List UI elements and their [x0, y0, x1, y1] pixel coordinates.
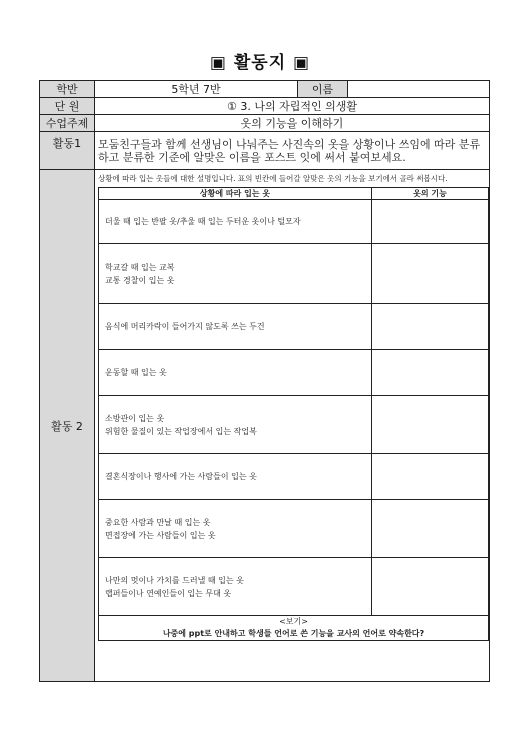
function-answer-cell[interactable]: [372, 200, 489, 244]
function-answer-cell[interactable]: [372, 244, 489, 304]
activity2-content: [95, 170, 490, 682]
table-row-situation: 더울 때 입는 반팔 옷/추울 때 입는 두터운 옷이나 털모자: [99, 200, 372, 244]
table-row-situation: 중요한 사람과 만날 때 입는 옷 면접장에 가는 사람들이 입는 옷: [99, 500, 372, 558]
table-row-situation: 결혼식장이나 행사에 가는 사람들이 입는 옷: [99, 454, 372, 500]
table-row-situation: 운동할 때 입는 옷: [99, 350, 372, 396]
function-answer-cell[interactable]: [372, 396, 489, 454]
worksheet-table: [39, 80, 490, 682]
column-header-function: 옷의 기능: [372, 188, 489, 200]
table-row-situation: 음식에 머리카락이 들어가지 않도록 쓰는 두건: [99, 304, 372, 350]
grade-value: 5학년 7반: [95, 81, 298, 98]
column-header-situation: 상황에 따라 입는 옷: [99, 188, 372, 200]
activity1-instructions: 모둠친구들과 함께 선생님이 나눠주는 사진속의 옷을 상황이나 쓰임에 따라 분류하고 분류한 기준에 알맞은 이름을 포스트 잇에 써서 붙여보세요.: [95, 132, 490, 170]
bogi-box: [99, 616, 489, 641]
activity2-label: 활동 2: [40, 170, 95, 682]
function-answer-cell[interactable]: [372, 500, 489, 558]
table-row-situation: 학교갈 때 입는 교복 교통 경찰이 입는 옷: [99, 244, 372, 304]
table-row-situation: 소방관이 입는 옷 위험한 물질이 있는 작업장에서 입는 작업복: [99, 396, 372, 454]
unit-value: ① 3. 나의 자립적인 의생활: [95, 98, 490, 115]
function-answer-cell[interactable]: [372, 304, 489, 350]
grade-label: 학반: [40, 81, 95, 98]
table-row-situation: 나만의 멋이나 가치를 드러낼 때 입는 옷 랩퍼들이나 연예인들이 입는 무대 옷: [99, 558, 372, 616]
activity2-instructions: 상황에 따라 입는 옷들에 대한 설명입니다. 표의 빈칸에 들어갈 알맞은 옷의 기능을 보기에서 골라 써봅시다.: [98, 174, 448, 183]
activity1-label: 활동1: [40, 132, 95, 170]
unit-label: 단 원: [40, 98, 95, 115]
name-label: 이름: [298, 81, 348, 98]
name-value[interactable]: [348, 81, 490, 98]
function-answer-cell[interactable]: [372, 350, 489, 396]
bogi-text: 나중에 ppt로 안내하고 학생들 언어로 쓴 기능을 교사의 언어로 약속한다?: [162, 629, 425, 638]
clothing-function-table: [98, 187, 489, 641]
topic-value: 옷의 기능을 이해하기: [95, 115, 490, 132]
function-answer-cell[interactable]: [372, 454, 489, 500]
topic-label: 수업주제: [40, 115, 95, 132]
bogi-label: <보기>: [279, 617, 308, 626]
function-answer-cell[interactable]: [372, 558, 489, 616]
worksheet-title: ▣ 활동지 ▣: [209, 53, 311, 73]
